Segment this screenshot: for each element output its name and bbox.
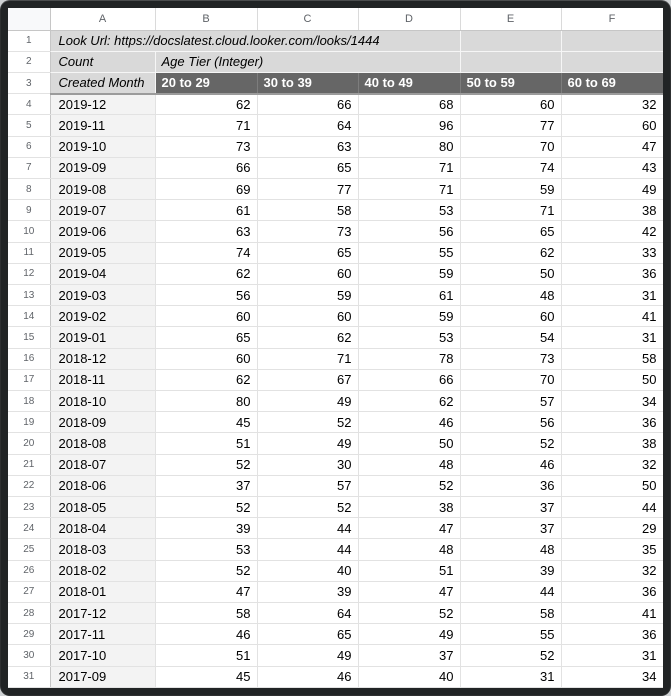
value-cell[interactable]: 96: [358, 115, 460, 136]
value-cell[interactable]: 52: [155, 496, 257, 517]
value-cell[interactable]: 52: [155, 560, 257, 581]
value-cell[interactable]: 60: [155, 348, 257, 369]
month-cell[interactable]: 2018-10: [50, 390, 155, 411]
data-row: [8, 433, 663, 454]
value-cell[interactable]: 31: [561, 327, 663, 348]
value-cell[interactable]: 46: [155, 624, 257, 645]
value-cell[interactable]: 74: [460, 157, 561, 178]
data-row: [8, 348, 663, 369]
value-cell[interactable]: 44: [257, 539, 358, 560]
value-cell[interactable]: 48: [358, 539, 460, 560]
tier-header-cell[interactable]: 20 to 29: [155, 72, 257, 93]
value-cell[interactable]: 47: [358, 581, 460, 602]
value-cell[interactable]: 53: [358, 200, 460, 221]
value-cell[interactable]: 38: [561, 200, 663, 221]
data-row: [8, 242, 663, 263]
value-cell[interactable]: 29: [561, 518, 663, 539]
value-cell[interactable]: 33: [561, 242, 663, 263]
value-cell[interactable]: 50: [460, 263, 561, 284]
value-cell[interactable]: 65: [257, 157, 358, 178]
value-cell[interactable]: 50: [561, 475, 663, 496]
value-cell[interactable]: 37: [460, 518, 561, 539]
row-measure-label: [8, 51, 663, 72]
row-header[interactable]: 26: [8, 560, 50, 581]
row-header[interactable]: 6: [8, 136, 50, 157]
value-cell[interactable]: 62: [155, 94, 257, 115]
month-cell[interactable]: 2018-12: [50, 348, 155, 369]
month-cell[interactable]: 2018-05: [50, 496, 155, 517]
value-cell[interactable]: 49: [561, 178, 663, 199]
value-cell[interactable]: 39: [460, 560, 561, 581]
value-cell[interactable]: 40: [358, 666, 460, 687]
value-cell[interactable]: 36: [561, 263, 663, 284]
value-cell[interactable]: 52: [257, 412, 358, 433]
data-row: [8, 369, 663, 390]
month-cell[interactable]: 2018-03: [50, 539, 155, 560]
spreadsheet-table: [8, 8, 663, 688]
empty-cell[interactable]: [561, 30, 663, 51]
value-cell[interactable]: 45: [155, 412, 257, 433]
month-cell[interactable]: 2019-02: [50, 306, 155, 327]
value-cell[interactable]: 49: [257, 390, 358, 411]
data-row: [8, 178, 663, 199]
month-cell[interactable]: 2018-08: [50, 433, 155, 454]
month-cell[interactable]: 2017-11: [50, 624, 155, 645]
month-cell[interactable]: 2018-06: [50, 475, 155, 496]
value-cell[interactable]: 48: [460, 284, 561, 305]
data-row: [8, 284, 663, 305]
value-cell[interactable]: 71: [358, 178, 460, 199]
value-cell[interactable]: 31: [561, 645, 663, 666]
value-cell[interactable]: 57: [460, 390, 561, 411]
value-cell[interactable]: 51: [358, 560, 460, 581]
row-header[interactable]: 24: [8, 518, 50, 539]
age-tier-label-cell[interactable]: Age Tier (Integer): [155, 51, 460, 72]
value-cell[interactable]: 53: [358, 327, 460, 348]
value-cell[interactable]: 64: [257, 602, 358, 623]
value-cell[interactable]: 36: [561, 412, 663, 433]
value-cell[interactable]: 63: [155, 221, 257, 242]
row-header[interactable]: 4: [8, 94, 50, 115]
row-tier-headers: [8, 72, 663, 93]
count-label-cell[interactable]: Count: [50, 51, 155, 72]
value-cell[interactable]: 58: [561, 348, 663, 369]
value-cell[interactable]: 56: [358, 221, 460, 242]
value-cell[interactable]: 55: [358, 242, 460, 263]
value-cell[interactable]: 66: [257, 94, 358, 115]
value-cell[interactable]: 62: [155, 263, 257, 284]
month-cell[interactable]: 2019-12: [50, 94, 155, 115]
value-cell[interactable]: 53: [155, 539, 257, 560]
value-cell[interactable]: 61: [155, 200, 257, 221]
value-cell[interactable]: 65: [460, 221, 561, 242]
value-cell[interactable]: 60: [460, 94, 561, 115]
row-header[interactable]: 11: [8, 242, 50, 263]
value-cell[interactable]: 37: [460, 496, 561, 517]
value-cell[interactable]: 52: [257, 496, 358, 517]
data-row: [8, 306, 663, 327]
row-header[interactable]: 17: [8, 369, 50, 390]
month-cell[interactable]: 2019-10: [50, 136, 155, 157]
value-cell[interactable]: 67: [257, 369, 358, 390]
row-header[interactable]: 29: [8, 624, 50, 645]
empty-cell[interactable]: [561, 51, 663, 72]
month-cell[interactable]: 2019-03: [50, 284, 155, 305]
value-cell[interactable]: 37: [155, 475, 257, 496]
value-cell[interactable]: 30: [257, 454, 358, 475]
created-month-label-cell[interactable]: Created Month: [50, 72, 155, 93]
row-header[interactable]: 8: [8, 178, 50, 199]
value-cell[interactable]: 60: [257, 263, 358, 284]
value-cell[interactable]: 52: [460, 645, 561, 666]
value-cell[interactable]: 32: [561, 560, 663, 581]
value-cell[interactable]: 56: [460, 412, 561, 433]
row-header[interactable]: 23: [8, 496, 50, 517]
row-header[interactable]: 7: [8, 157, 50, 178]
row-header[interactable]: 22: [8, 475, 50, 496]
data-row: [8, 200, 663, 221]
value-cell[interactable]: 64: [257, 115, 358, 136]
row-header[interactable]: 10: [8, 221, 50, 242]
data-row: [8, 157, 663, 178]
column-header-a[interactable]: A: [50, 8, 155, 30]
value-cell[interactable]: 42: [561, 221, 663, 242]
data-row: [8, 624, 663, 645]
data-row: [8, 645, 663, 666]
value-cell[interactable]: 65: [257, 242, 358, 263]
row-header[interactable]: 27: [8, 581, 50, 602]
value-cell[interactable]: 77: [460, 115, 561, 136]
data-row: [8, 115, 663, 136]
value-cell[interactable]: 55: [460, 624, 561, 645]
tier-header-cell[interactable]: 50 to 59: [460, 72, 561, 93]
value-cell[interactable]: 61: [358, 284, 460, 305]
row-header[interactable]: 30: [8, 645, 50, 666]
month-cell[interactable]: 2018-09: [50, 412, 155, 433]
month-cell[interactable]: 2018-11: [50, 369, 155, 390]
row-header[interactable]: 25: [8, 539, 50, 560]
row-header[interactable]: 5: [8, 115, 50, 136]
data-row: [8, 412, 663, 433]
value-cell[interactable]: 39: [155, 518, 257, 539]
month-cell[interactable]: 2017-09: [50, 666, 155, 687]
value-cell[interactable]: 71: [358, 157, 460, 178]
value-cell[interactable]: 48: [460, 539, 561, 560]
value-cell[interactable]: 48: [358, 454, 460, 475]
value-cell[interactable]: 40: [257, 560, 358, 581]
data-row: [8, 560, 663, 581]
column-header-f[interactable]: F: [561, 8, 663, 30]
value-cell[interactable]: 35: [561, 539, 663, 560]
month-cell[interactable]: 2018-07: [50, 454, 155, 475]
tier-header-cell[interactable]: 60 to 69: [561, 72, 663, 93]
value-cell[interactable]: 49: [257, 433, 358, 454]
data-row: [8, 454, 663, 475]
row-header[interactable]: 31: [8, 666, 50, 687]
row-header[interactable]: 3: [8, 72, 50, 93]
value-cell[interactable]: 41: [561, 602, 663, 623]
empty-cell[interactable]: [460, 51, 561, 72]
value-cell[interactable]: 62: [155, 369, 257, 390]
value-cell[interactable]: 66: [155, 157, 257, 178]
row-look-url: [8, 30, 663, 51]
value-cell[interactable]: 52: [460, 433, 561, 454]
value-cell[interactable]: 73: [257, 221, 358, 242]
data-row: [8, 221, 663, 242]
value-cell[interactable]: 38: [358, 496, 460, 517]
value-cell[interactable]: 70: [460, 369, 561, 390]
value-cell[interactable]: 46: [460, 454, 561, 475]
data-row: [8, 94, 663, 115]
data-row: [8, 496, 663, 517]
value-cell[interactable]: 46: [358, 412, 460, 433]
month-cell[interactable]: 2017-10: [50, 645, 155, 666]
value-cell[interactable]: 47: [155, 581, 257, 602]
data-row: [8, 581, 663, 602]
empty-cell[interactable]: [460, 30, 561, 51]
value-cell[interactable]: 80: [155, 390, 257, 411]
look-url-cell[interactable]: Look Url: https://docslatest.cloud.looker.com/looks/1444: [50, 30, 460, 51]
value-cell[interactable]: 52: [358, 475, 460, 496]
row-header[interactable]: 18: [8, 390, 50, 411]
value-cell[interactable]: 74: [155, 242, 257, 263]
value-cell[interactable]: 71: [155, 115, 257, 136]
value-cell[interactable]: 77: [257, 178, 358, 199]
value-cell[interactable]: 73: [460, 348, 561, 369]
value-cell[interactable]: 49: [358, 624, 460, 645]
month-cell[interactable]: 2019-06: [50, 221, 155, 242]
value-cell[interactable]: 39: [257, 581, 358, 602]
data-row: [8, 263, 663, 284]
month-cell[interactable]: 2019-09: [50, 157, 155, 178]
value-cell[interactable]: 47: [358, 518, 460, 539]
value-cell[interactable]: 43: [561, 157, 663, 178]
tier-header-cell[interactable]: 40 to 49: [358, 72, 460, 93]
value-cell[interactable]: 68: [358, 94, 460, 115]
value-cell[interactable]: 52: [155, 454, 257, 475]
row-header[interactable]: 28: [8, 602, 50, 623]
value-cell[interactable]: 34: [561, 666, 663, 687]
value-cell[interactable]: 45: [155, 666, 257, 687]
value-cell[interactable]: 69: [155, 178, 257, 199]
month-cell[interactable]: 2019-04: [50, 263, 155, 284]
column-header-row: [8, 8, 663, 30]
value-cell[interactable]: 37: [358, 645, 460, 666]
value-cell[interactable]: 59: [460, 178, 561, 199]
value-cell[interactable]: 50: [358, 433, 460, 454]
value-cell[interactable]: 58: [155, 602, 257, 623]
value-cell[interactable]: 44: [460, 581, 561, 602]
data-row: [8, 390, 663, 411]
data-row: [8, 136, 663, 157]
value-cell[interactable]: 38: [561, 433, 663, 454]
row-header[interactable]: 2: [8, 51, 50, 72]
month-cell[interactable]: 2019-01: [50, 327, 155, 348]
month-cell[interactable]: 2018-02: [50, 560, 155, 581]
value-cell[interactable]: 65: [155, 327, 257, 348]
row-header[interactable]: 9: [8, 200, 50, 221]
month-cell[interactable]: 2018-01: [50, 581, 155, 602]
value-cell[interactable]: 34: [561, 390, 663, 411]
value-cell[interactable]: 44: [561, 496, 663, 517]
month-cell[interactable]: 2019-11: [50, 115, 155, 136]
select-all-button[interactable]: [8, 8, 50, 30]
spreadsheet-grid: [8, 8, 663, 688]
value-cell[interactable]: 63: [257, 136, 358, 157]
value-cell[interactable]: 56: [155, 284, 257, 305]
value-cell[interactable]: 54: [460, 327, 561, 348]
value-cell[interactable]: 59: [257, 284, 358, 305]
value-cell[interactable]: 70: [460, 136, 561, 157]
data-row: [8, 539, 663, 560]
value-cell[interactable]: 62: [358, 390, 460, 411]
value-cell[interactable]: 41: [561, 306, 663, 327]
row-header[interactable]: 13: [8, 284, 50, 305]
value-cell[interactable]: 59: [358, 306, 460, 327]
row-header[interactable]: 21: [8, 454, 50, 475]
data-row: [8, 518, 663, 539]
value-cell[interactable]: 80: [358, 136, 460, 157]
value-cell[interactable]: 52: [358, 602, 460, 623]
row-header[interactable]: 20: [8, 433, 50, 454]
value-cell[interactable]: 51: [155, 645, 257, 666]
value-cell[interactable]: 32: [561, 454, 663, 475]
value-cell[interactable]: 50: [561, 369, 663, 390]
value-cell[interactable]: 59: [358, 263, 460, 284]
value-cell[interactable]: 32: [561, 94, 663, 115]
value-cell[interactable]: 46: [257, 666, 358, 687]
value-cell[interactable]: 71: [257, 348, 358, 369]
value-cell[interactable]: 60: [257, 306, 358, 327]
tier-header-cell[interactable]: 30 to 39: [257, 72, 358, 93]
value-cell[interactable]: 47: [561, 136, 663, 157]
value-cell[interactable]: 36: [561, 624, 663, 645]
value-cell[interactable]: 36: [561, 581, 663, 602]
value-cell[interactable]: 44: [257, 518, 358, 539]
month-cell[interactable]: 2019-07: [50, 200, 155, 221]
value-cell[interactable]: 78: [358, 348, 460, 369]
row-header[interactable]: 19: [8, 412, 50, 433]
value-cell[interactable]: 60: [155, 306, 257, 327]
month-cell[interactable]: 2018-04: [50, 518, 155, 539]
value-cell[interactable]: 36: [460, 475, 561, 496]
column-header-e[interactable]: E: [460, 8, 561, 30]
value-cell[interactable]: 60: [561, 115, 663, 136]
value-cell[interactable]: 51: [155, 433, 257, 454]
data-row: [8, 666, 663, 687]
row-header[interactable]: 14: [8, 306, 50, 327]
value-cell[interactable]: 57: [257, 475, 358, 496]
data-row: [8, 602, 663, 623]
month-cell[interactable]: 2019-08: [50, 178, 155, 199]
value-cell[interactable]: 73: [155, 136, 257, 157]
column-header-b[interactable]: B: [155, 8, 257, 30]
value-cell[interactable]: 62: [460, 242, 561, 263]
column-header-d[interactable]: D: [358, 8, 460, 30]
data-row: [8, 327, 663, 348]
value-cell[interactable]: 58: [257, 200, 358, 221]
value-cell[interactable]: 58: [460, 602, 561, 623]
row-header[interactable]: 16: [8, 348, 50, 369]
value-cell[interactable]: 31: [460, 666, 561, 687]
value-cell[interactable]: 31: [561, 284, 663, 305]
month-cell[interactable]: 2017-12: [50, 602, 155, 623]
data-row: [8, 475, 663, 496]
value-cell[interactable]: 66: [358, 369, 460, 390]
value-cell[interactable]: 62: [257, 327, 358, 348]
month-cell[interactable]: 2019-05: [50, 242, 155, 263]
value-cell[interactable]: 49: [257, 645, 358, 666]
row-header[interactable]: 1: [8, 30, 50, 51]
value-cell[interactable]: 65: [257, 624, 358, 645]
row-header[interactable]: 12: [8, 263, 50, 284]
row-header[interactable]: 15: [8, 327, 50, 348]
column-header-c[interactable]: C: [257, 8, 358, 30]
value-cell[interactable]: 71: [460, 200, 561, 221]
value-cell[interactable]: 60: [460, 306, 561, 327]
